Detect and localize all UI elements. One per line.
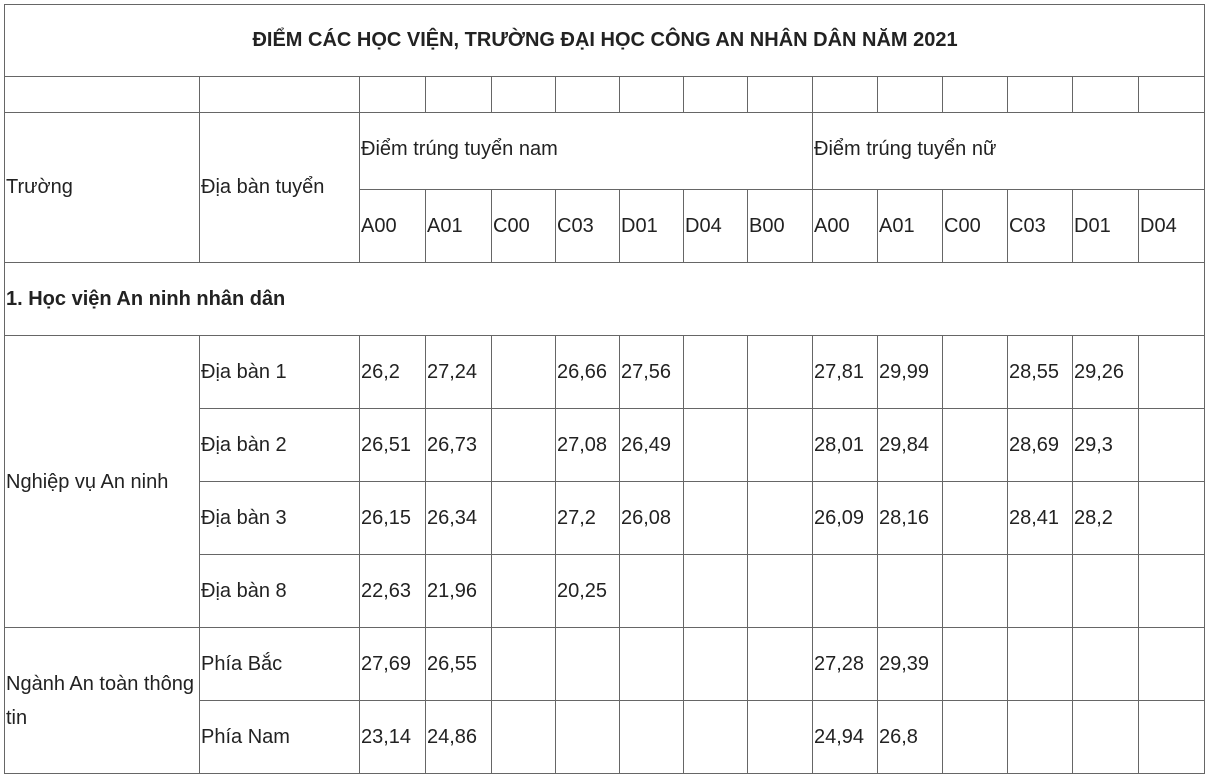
score-cell bbox=[492, 336, 556, 409]
score-cell bbox=[684, 555, 748, 628]
score-cell bbox=[684, 482, 748, 555]
score-cell bbox=[1139, 628, 1205, 701]
score-cell: 26,55 bbox=[426, 628, 492, 701]
score-cell: 24,86 bbox=[426, 701, 492, 774]
admission-scores-table bbox=[4, 4, 1205, 774]
header-female-block: A01 bbox=[878, 190, 943, 263]
score-cell bbox=[1008, 701, 1073, 774]
score-cell bbox=[943, 555, 1008, 628]
score-cell bbox=[684, 409, 748, 482]
score-cell: 21,96 bbox=[426, 555, 492, 628]
score-cell bbox=[748, 409, 813, 482]
header-male-block: A00 bbox=[360, 190, 426, 263]
score-cell: 24,94 bbox=[813, 701, 878, 774]
score-cell bbox=[1073, 555, 1139, 628]
score-cell: 26,2 bbox=[360, 336, 426, 409]
score-cell bbox=[620, 701, 684, 774]
header-male-block: D01 bbox=[620, 190, 684, 263]
region-name: Phía Bắc bbox=[200, 628, 360, 701]
score-cell: 20,25 bbox=[556, 555, 620, 628]
score-cell: 26,49 bbox=[620, 409, 684, 482]
program-name: Nghiệp vụ An ninh bbox=[5, 336, 200, 628]
score-cell bbox=[492, 482, 556, 555]
score-cell: 29,39 bbox=[878, 628, 943, 701]
region-name: Địa bàn 2 bbox=[200, 409, 360, 482]
header-school: Trường bbox=[5, 113, 200, 263]
header-male-block: C00 bbox=[492, 190, 556, 263]
score-cell bbox=[1139, 409, 1205, 482]
score-cell bbox=[492, 701, 556, 774]
score-cell bbox=[684, 701, 748, 774]
score-cell: 26,34 bbox=[426, 482, 492, 555]
score-cell bbox=[1139, 555, 1205, 628]
header-male-block: C03 bbox=[556, 190, 620, 263]
score-cell: 26,15 bbox=[360, 482, 426, 555]
header-male-block: D04 bbox=[684, 190, 748, 263]
score-cell bbox=[943, 336, 1008, 409]
score-cell bbox=[1073, 701, 1139, 774]
score-cell bbox=[943, 628, 1008, 701]
score-cell bbox=[748, 336, 813, 409]
score-cell: 28,2 bbox=[1073, 482, 1139, 555]
score-cell bbox=[492, 409, 556, 482]
score-cell: 27,08 bbox=[556, 409, 620, 482]
score-cell: 28,41 bbox=[1008, 482, 1073, 555]
score-cell: 26,8 bbox=[878, 701, 943, 774]
score-cell bbox=[748, 701, 813, 774]
score-cell bbox=[1139, 336, 1205, 409]
score-cell: 23,14 bbox=[360, 701, 426, 774]
score-cell bbox=[1073, 628, 1139, 701]
score-cell bbox=[492, 628, 556, 701]
score-cell bbox=[556, 628, 620, 701]
score-cell bbox=[748, 482, 813, 555]
score-cell: 22,63 bbox=[360, 555, 426, 628]
table-row bbox=[5, 628, 1205, 701]
score-cell: 26,08 bbox=[620, 482, 684, 555]
empty-row bbox=[5, 77, 1205, 113]
header-male-block: A01 bbox=[426, 190, 492, 263]
score-cell: 28,01 bbox=[813, 409, 878, 482]
region-name: Phía Nam bbox=[200, 701, 360, 774]
score-cell: 26,51 bbox=[360, 409, 426, 482]
score-cell: 27,56 bbox=[620, 336, 684, 409]
score-cell bbox=[943, 482, 1008, 555]
score-cell: 29,3 bbox=[1073, 409, 1139, 482]
score-cell: 28,69 bbox=[1008, 409, 1073, 482]
header-female-block: A00 bbox=[813, 190, 878, 263]
header-female-group: Điểm trúng tuyển nữ bbox=[813, 113, 1205, 190]
score-cell bbox=[620, 555, 684, 628]
score-cell bbox=[813, 555, 878, 628]
header-female-block: C03 bbox=[1008, 190, 1073, 263]
score-cell: 29,26 bbox=[1073, 336, 1139, 409]
score-cell: 28,16 bbox=[878, 482, 943, 555]
score-cell bbox=[556, 701, 620, 774]
table-row bbox=[5, 336, 1205, 409]
score-cell bbox=[943, 409, 1008, 482]
section-title: 1. Học viện An ninh nhân dân bbox=[5, 263, 1205, 336]
score-cell: 27,69 bbox=[360, 628, 426, 701]
region-name: Địa bàn 1 bbox=[200, 336, 360, 409]
score-cell bbox=[1139, 701, 1205, 774]
header-region: Địa bàn tuyển bbox=[200, 113, 360, 263]
score-cell bbox=[1008, 628, 1073, 701]
score-cell: 27,24 bbox=[426, 336, 492, 409]
score-cell bbox=[684, 336, 748, 409]
score-cell: 27,28 bbox=[813, 628, 878, 701]
score-cell bbox=[1008, 555, 1073, 628]
program-name: Ngành An toàn thông tin bbox=[5, 628, 200, 774]
score-cell: 28,55 bbox=[1008, 336, 1073, 409]
score-cell bbox=[1139, 482, 1205, 555]
score-cell bbox=[620, 628, 684, 701]
score-cell bbox=[684, 628, 748, 701]
score-cell: 26,66 bbox=[556, 336, 620, 409]
header-male-block: B00 bbox=[748, 190, 813, 263]
score-cell bbox=[943, 701, 1008, 774]
score-cell bbox=[748, 628, 813, 701]
score-cell: 29,84 bbox=[878, 409, 943, 482]
region-name: Địa bàn 3 bbox=[200, 482, 360, 555]
header-female-block: D04 bbox=[1139, 190, 1205, 263]
score-cell bbox=[492, 555, 556, 628]
score-cell: 26,73 bbox=[426, 409, 492, 482]
score-cell bbox=[878, 555, 943, 628]
header-female-block: D01 bbox=[1073, 190, 1139, 263]
header-female-block: C00 bbox=[943, 190, 1008, 263]
region-name: Địa bàn 8 bbox=[200, 555, 360, 628]
score-cell bbox=[748, 555, 813, 628]
header-male-group: Điểm trúng tuyển nam bbox=[360, 113, 813, 190]
table-title: ĐIỂM CÁC HỌC VIỆN, TRƯỜNG ĐẠI HỌC CÔNG AN NHÂN DÂN NĂM 2021 bbox=[5, 5, 1205, 77]
score-cell: 27,2 bbox=[556, 482, 620, 555]
score-cell: 29,99 bbox=[878, 336, 943, 409]
score-cell: 27,81 bbox=[813, 336, 878, 409]
score-cell: 26,09 bbox=[813, 482, 878, 555]
